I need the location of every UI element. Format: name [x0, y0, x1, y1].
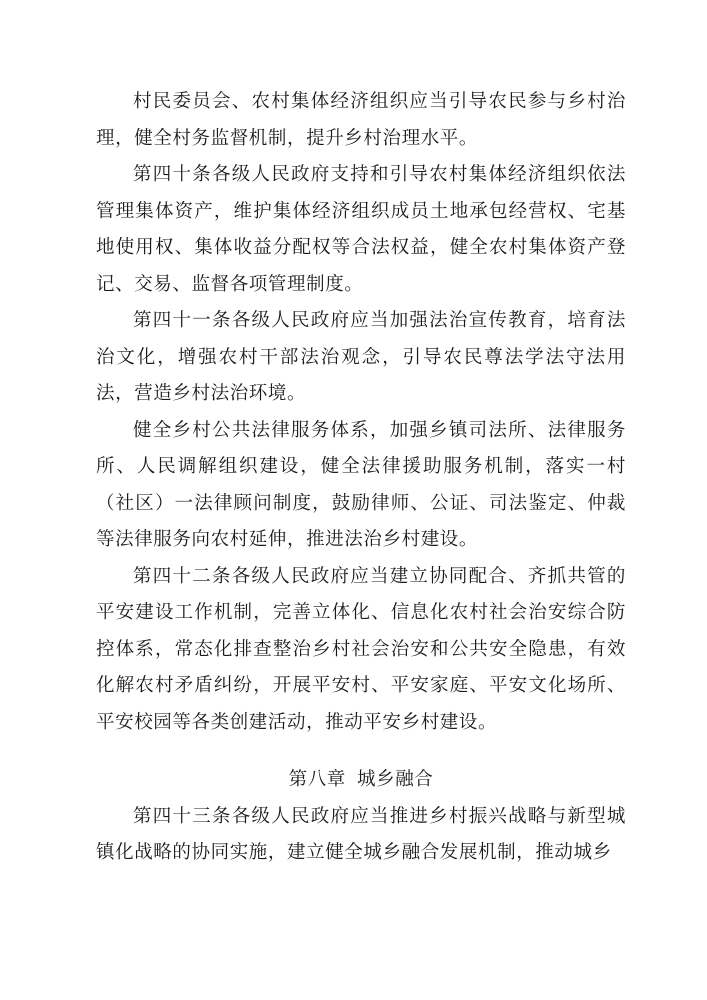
chapter-number: 第八章 — [288, 769, 346, 790]
paragraph-article-42: 第四十二条各级人民政府应当建立协同配合、齐抓共管的平安建设工作机制，完善立体化、信息化农村社会治安综合防控体系，常态化排查整治乡村社会治安和公共安全隐患，有效化解农村矛盾纠纷，开展平安村、平安家庭、平安文化场所、平安校园等各类创建活动，推动平安乡村建设。 — [96, 565, 626, 733]
paragraph-village-committee: 村民委员会、农村集体经济组织应当引导农民参与乡村治理，健全村务监督机制，提升乡村治理水平。 — [96, 91, 626, 149]
paragraph-article-43: 第四十三条各级人民政府应当推进乡村振兴战略与新型城镇化战略的协同实施，建立健全城乡融合发展机制，推动城乡 — [96, 805, 626, 863]
chapter-heading — [96, 762, 626, 799]
chapter-title: 城乡融合 — [357, 769, 434, 790]
paragraph-article-40: 第四十条各级人民政府支持和引导农村集体经济组织依法管理集体资产，维护集体经济组织成员土地承包经营权、宅基地使用权、集体收益分配权等合法权益，健全农村集体资产登记、交易、监督各项管理制度。 — [96, 164, 626, 295]
paragraph-legal-services: 健全乡村公共法律服务体系，加强乡镇司法所、法律服务所、人民调解组织建设，健全法律援助服务机制，落实一村（社区）一法律顾问制度，鼓励律师、公证、司法鉴定、仲裁等法律服务向农村延伸，推进法治乡村建设。 — [96, 419, 626, 550]
paragraph-article-41: 第四十一条各级人民政府应当加强法治宣传教育，培育法治文化，增强农村干部法治观念，引导农民尊法学法守法用法，营造乡村法治环境。 — [96, 310, 626, 404]
document-body — [96, 84, 626, 872]
